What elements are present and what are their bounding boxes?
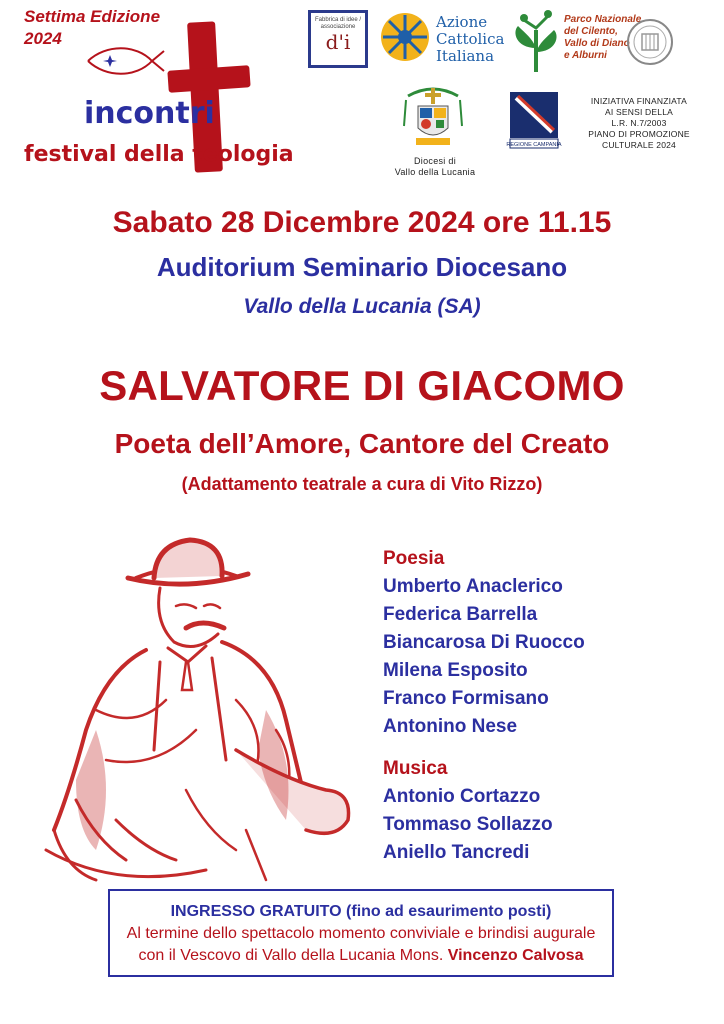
cast-list: [383, 545, 585, 867]
portrait-illustration: [36, 530, 366, 890]
musica-heading: Musica: [383, 758, 448, 779]
edition-label: [24, 6, 160, 50]
free-entry-notice: INGRESSO GRATUITO (fino ad esaurimento posti): [170, 903, 552, 920]
event-title: SALVATORE DI GIACOMO: [99, 362, 625, 409]
parco-line-4: e Alburni: [564, 50, 607, 61]
funding-line-4: PIANO DI PROMOZIONE: [588, 129, 690, 139]
diocese-crest-icon: [402, 86, 464, 150]
funding-notice: [576, 96, 702, 151]
poesia-performer: Federica Barrella: [383, 604, 538, 625]
poesia-performer: Milena Esposito: [383, 660, 528, 681]
event-date: Sabato 28 Dicembre 2024 ore 11.15: [112, 206, 612, 239]
campania-label: REGIONE CAMPANIA: [506, 142, 562, 148]
azione-cattolica-sun-icon: [380, 12, 430, 62]
event-place: Vallo della Lucania (SA): [243, 295, 481, 318]
funding-line-5: CULTURALE 2024: [602, 140, 676, 150]
ac-line-2: Cattolica: [436, 30, 505, 48]
event-subtitle: Poeta dell’Amore, Cantore del Creato: [114, 428, 610, 459]
festival-tagline: festival della teologia: [24, 142, 294, 167]
diocese-line-2: Vallo della Lucania: [394, 167, 476, 177]
regione-campania-logo: [506, 92, 562, 148]
event-credit: (Adattamento teatrale a cura di Vito Rizzo): [181, 474, 543, 494]
cross-horizontal-bar: [167, 65, 250, 93]
poesia-performer: Antonino Nese: [383, 716, 518, 737]
di-logo-caption: Fabbrica di idee / associazione: [314, 17, 362, 30]
funding-line-3: L.R. N.7/2003: [611, 118, 667, 128]
bishop-name: Vincenzo Calvosa: [447, 947, 584, 964]
musica-performer: Aniello Tancredi: [383, 842, 530, 863]
musica-performer: Antonio Cortazzo: [383, 786, 541, 807]
funding-line-2: AI SENSI DELLA: [605, 107, 673, 117]
festival-brand-name: incontri: [84, 96, 215, 131]
ac-line-3: Italiana: [436, 47, 495, 65]
di-association-logo: [308, 10, 368, 68]
edition-line-1: Settima Edizione: [24, 7, 161, 26]
funding-line-1: INIZIATIVA FINANZIATA: [590, 96, 688, 106]
reception-notice: Al termine dello spettacolo momento conviviale e brindisi augurale: [126, 925, 596, 942]
bishop-notice: [110, 945, 612, 967]
parco-line-1: Parco Nazionale: [564, 14, 642, 25]
poesia-performer: Umberto Anaclerico: [383, 576, 563, 597]
azione-cattolica-name: [436, 14, 504, 65]
parco-line-3: Vallo di Diano: [564, 38, 630, 49]
event-venue: Auditorium Seminario Diocesano: [156, 252, 568, 282]
admission-info-box: [108, 889, 614, 977]
poesia-performer: Biancarosa Di Ruocco: [383, 632, 585, 653]
cast-spacer: [383, 741, 585, 755]
poesia-heading: Poesia: [383, 548, 445, 569]
musica-performer: Tommaso Sollazzo: [383, 814, 553, 835]
bishop-notice-prefix: con il Vescovo di Vallo della Lucania Mons.: [138, 947, 448, 964]
edition-line-2: 2024: [24, 29, 62, 48]
ac-line-1: Azione: [436, 13, 488, 31]
parco-nazionale-plant-icon: [508, 8, 564, 74]
diocese-line-1: Diocesi di: [413, 156, 456, 166]
poesia-performer: Franco Formisano: [383, 688, 549, 709]
fish-icon: [84, 46, 166, 76]
di-logo-mark: d'i: [325, 30, 351, 54]
institute-seal-icon: [626, 18, 674, 66]
parco-line-2: del Cilento,: [564, 26, 618, 37]
diocese-name: [360, 156, 510, 178]
